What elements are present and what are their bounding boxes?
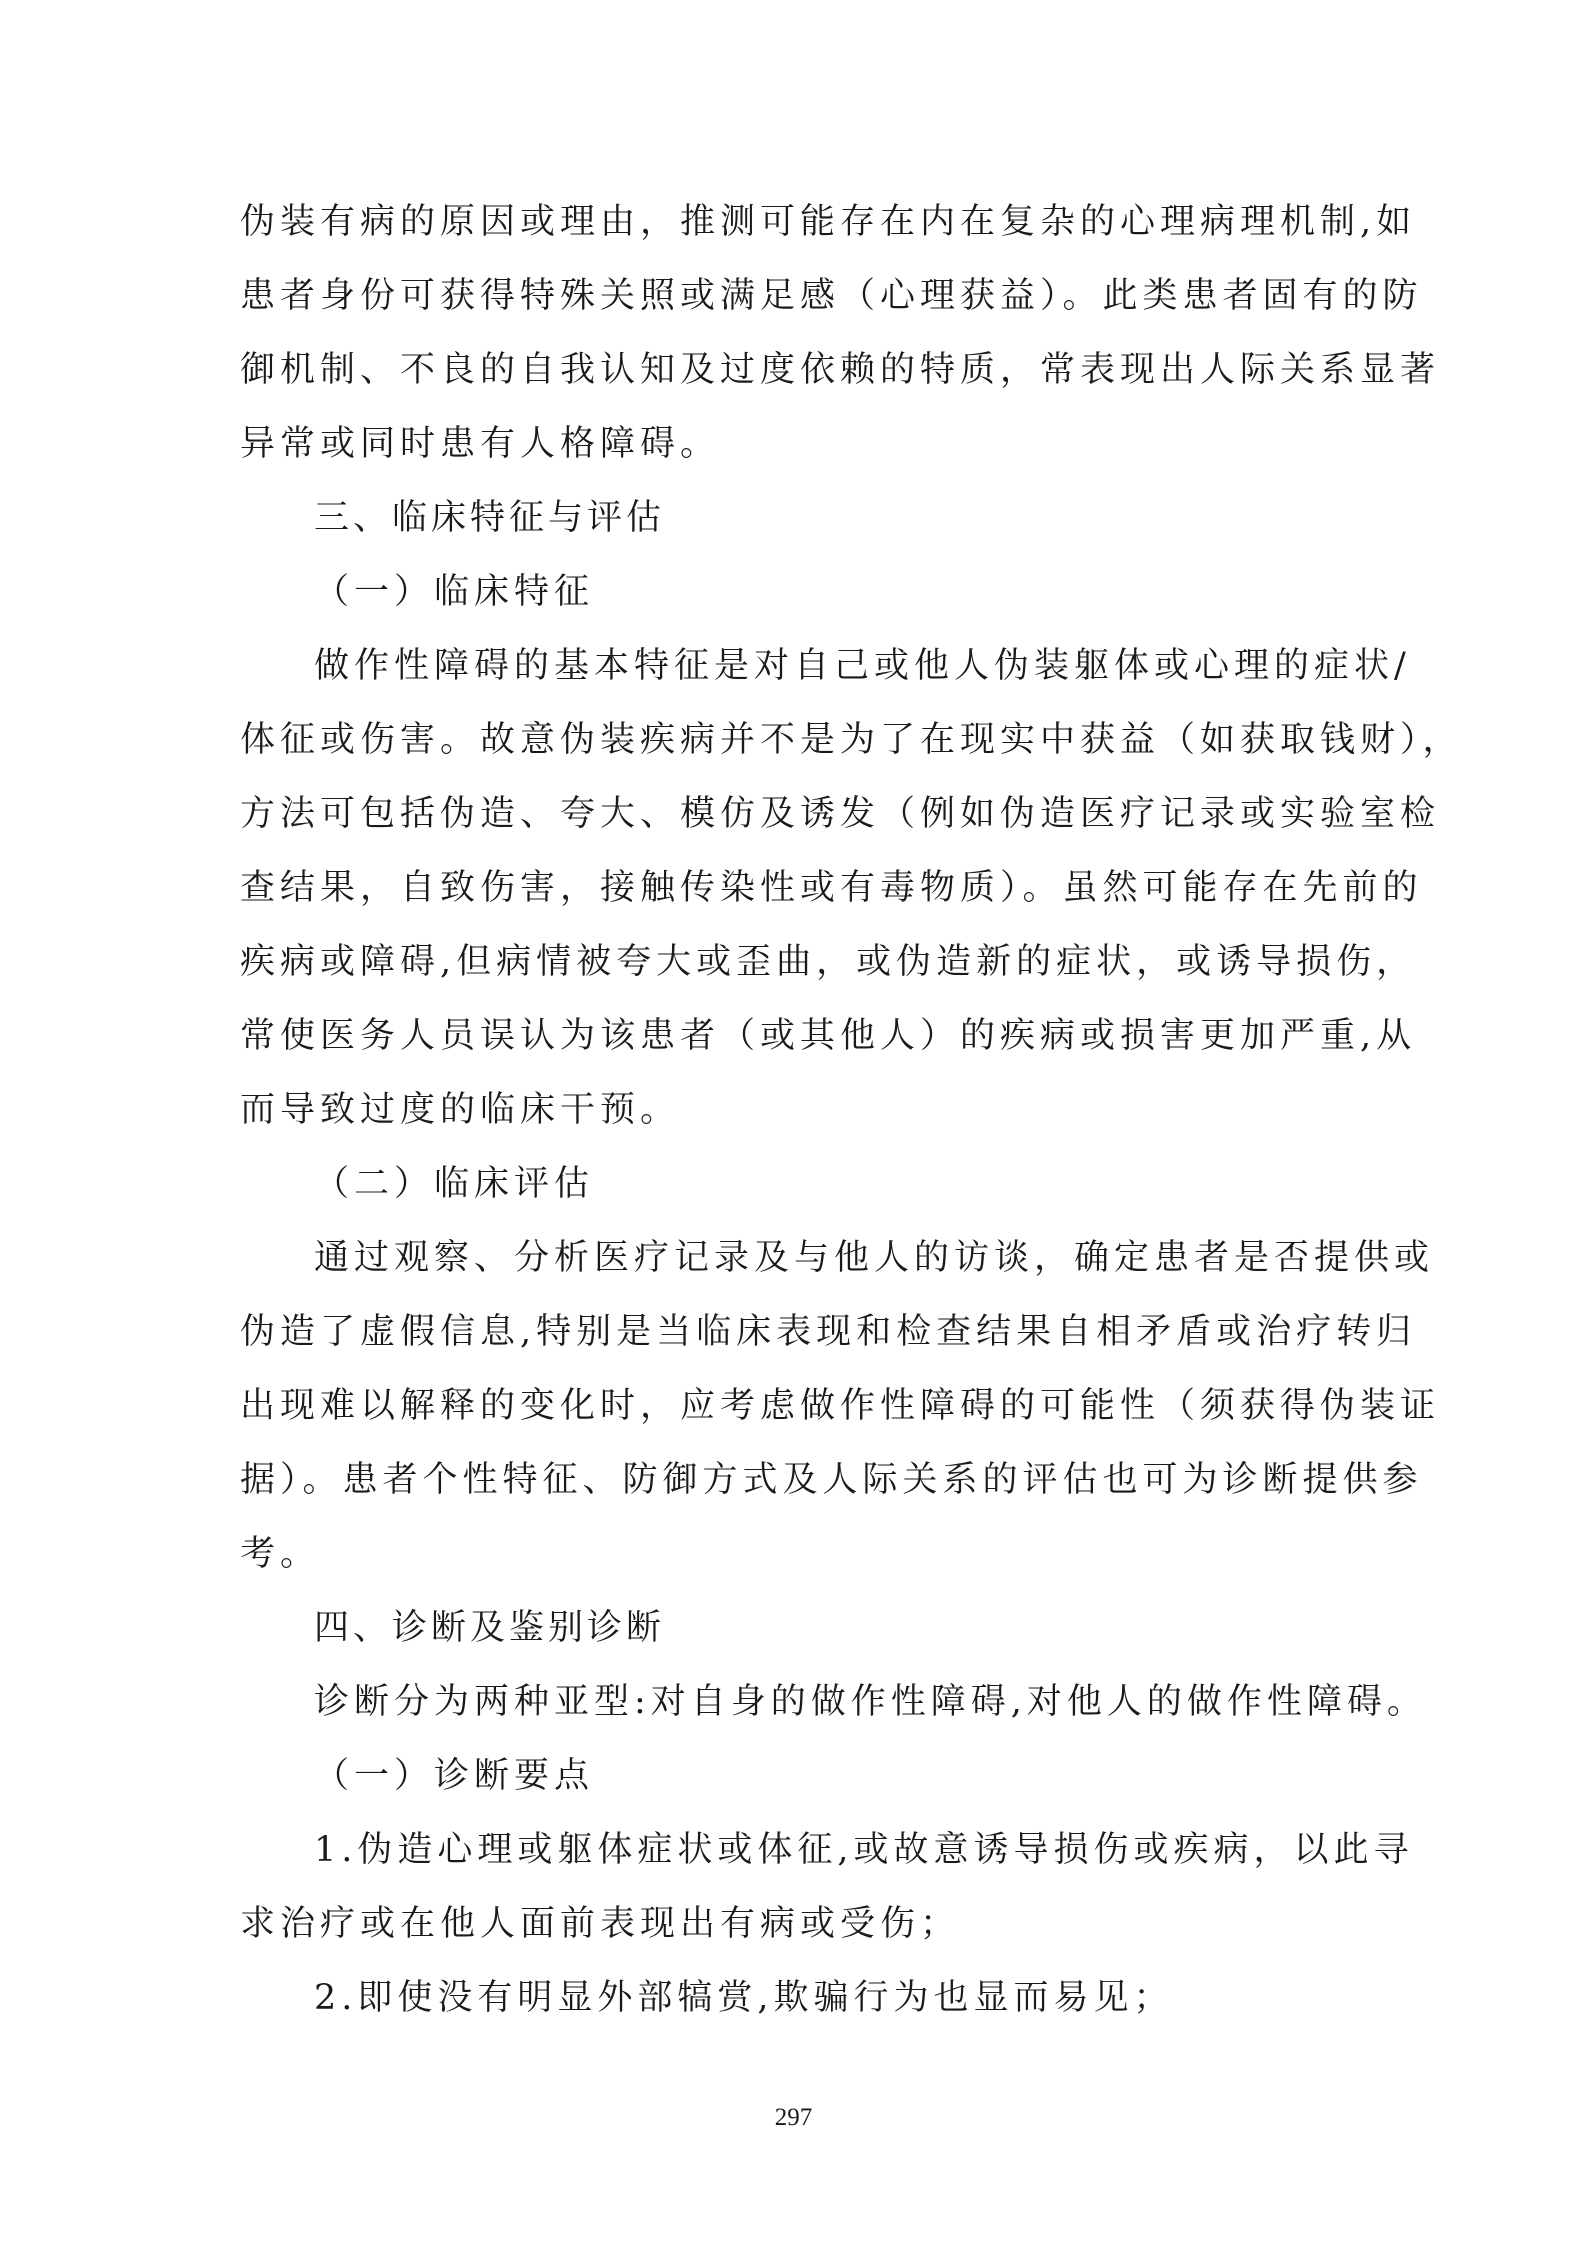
paragraph-line: 常使医务人员误认为该患者（或其他人）的疾病或损害更加严重,从 [240,1016,1417,1056]
subsection-heading-diagnostic-points: （一）诊断要点 [314,1756,595,1796]
paragraph-line: 查结果，自致伤害，接触传染性或有毒物质）。虽然可能存在先前的 [240,868,1423,908]
paragraph-line: 出现难以解释的变化时，应考虑做作性障碍的可能性（须获得伪装证 [240,1386,1441,1426]
list-item-line: 1.伪造心理或躯体症状或体征,或故意诱导损伤或疾病，以此寻 [314,1830,1414,1870]
paragraph-line: 考。 [240,1534,321,1574]
page-number: 297 [774,2104,813,2131]
section-heading-diagnosis: 四、诊断及鉴别诊断 [314,1608,666,1648]
subsection-heading-clinical-features: （一）临床特征 [314,572,595,612]
paragraph-line: 诊断分为两种亚型:对自身的做作性障碍,对他人的做作性障碍。 [314,1682,1427,1722]
paragraph-line: 伪造了虚假信息,特别是当临床表现和检查结果自相矛盾或治疗转归 [240,1312,1417,1352]
section-heading-clinical-features-assessment: 三、临床特征与评估 [314,498,666,538]
subsection-heading-clinical-assessment: （二）临床评估 [314,1164,595,1204]
list-item-line: 2.即使没有明显外部犒赏,欺骗行为也显而易见； [314,1978,1174,2018]
paragraph-line: 御机制、不良的自我认知及过度依赖的特质，常表现出人际关系显著 [240,350,1441,390]
list-item-line: 求治疗或在他人面前表现出有病或受伤； [240,1904,961,1944]
body-text [240,185,1463,2035]
paragraph-line: 而导致过度的临床干预。 [240,1090,681,1130]
paragraph-line: 异常或同时患有人格障碍。 [240,424,721,464]
paragraph-line: 通过观察、分析医疗记录及与他人的访谈，确定患者是否提供或 [314,1238,1435,1278]
paragraph-line: 疾病或障碍,但病情被夸大或歪曲，或伪造新的症状，或诱导损伤， [240,942,1417,982]
paragraph-line: 体征或伤害。故意伪装疾病并不是为了在现实中获益（如获取钱财）， [240,720,1463,760]
paragraph-line: 据）。患者个性特征、防御方式及人际关系的评估也可为诊断提供参 [240,1460,1423,1500]
paragraph-line: 患者身份可获得特殊关照或满足感（心理获益）。此类患者固有的防 [240,276,1423,316]
paragraph-line: 做作性障碍的基本特征是对自己或他人伪装躯体或心理的症状/ [314,646,1411,686]
paragraph-line: 伪装有病的原因或理由，推测可能存在内在复杂的心理病理机制,如 [240,202,1417,242]
paragraph-line: 方法可包括伪造、夸大、模仿及诱发（例如伪造医疗记录或实验室检 [240,794,1441,834]
